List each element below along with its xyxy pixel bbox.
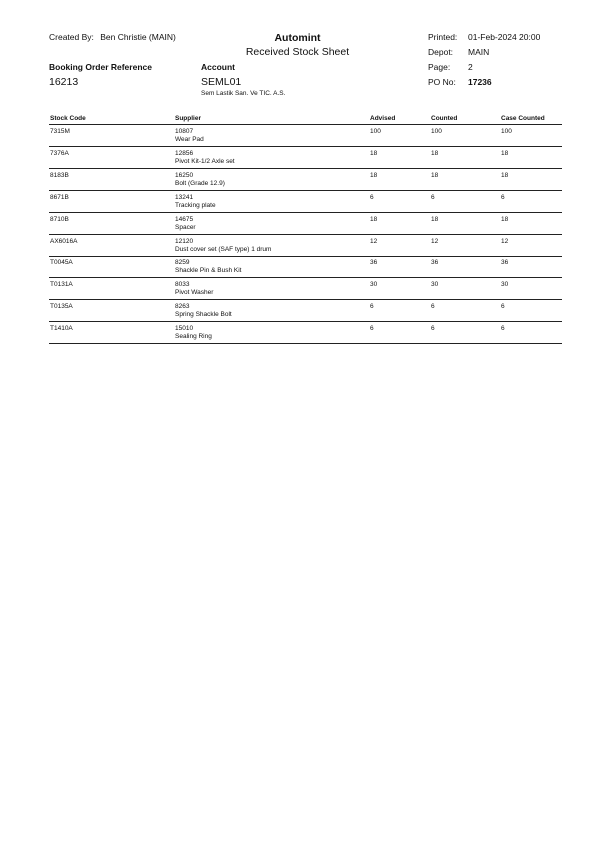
col-stock-code: Stock Code <box>50 115 86 122</box>
advised-cell: 36 <box>370 259 378 267</box>
row-divider <box>49 277 562 278</box>
row-divider <box>49 146 562 147</box>
counted-cell: 18 <box>431 215 439 223</box>
case-counted-cell: 6 <box>501 193 505 201</box>
case-counted-cell: 36 <box>501 259 509 267</box>
stock-code-cell: 8710B <box>50 215 69 223</box>
description-cell: Spring Shackle Bolt <box>175 311 232 319</box>
supplier-code-cell: 8263 <box>175 303 190 311</box>
case-counted-cell: 6 <box>501 325 505 333</box>
col-case-counted: Case Counted <box>501 115 545 122</box>
supplier-code-cell: 8033 <box>175 281 190 289</box>
row-divider <box>49 321 562 322</box>
description-cell: Spacer <box>175 223 196 231</box>
page-value: 2 <box>468 62 473 72</box>
description-cell: Bolt (Grade 12.9) <box>175 179 225 187</box>
col-supplier: Supplier <box>175 115 202 122</box>
description-cell: Pivot Kit-1/2 Axle set <box>175 157 235 165</box>
supplier-code-cell: 13241 <box>175 193 194 201</box>
advised-cell: 30 <box>370 281 378 289</box>
counted-cell: 30 <box>431 281 439 289</box>
row-divider <box>49 299 562 300</box>
case-counted-cell: 12 <box>501 237 509 245</box>
description-cell: Shackle Pin & Bush Kit <box>175 267 242 275</box>
counted-cell: 12 <box>431 237 439 245</box>
description-cell: Wear Pad <box>175 136 204 143</box>
depot-label: Depot: <box>428 47 454 57</box>
description-cell: Sealing Ring <box>175 333 212 341</box>
counted-cell: 36 <box>431 259 439 267</box>
advised-cell: 18 <box>370 215 378 223</box>
stock-code-cell: T0045A <box>50 259 73 267</box>
advised-cell: 6 <box>370 193 374 201</box>
advised-cell: 100 <box>370 128 381 135</box>
row-divider <box>49 190 562 191</box>
advised-cell: 6 <box>370 303 374 311</box>
col-advised: Advised <box>370 115 396 122</box>
case-counted-cell: 30 <box>501 281 509 289</box>
stock-code-cell: 7376A <box>50 149 69 157</box>
case-counted-cell: 18 <box>501 171 509 179</box>
row-divider <box>49 168 562 169</box>
supplier-code-cell: 12856 <box>175 149 194 157</box>
po-value: 17236 <box>468 77 492 87</box>
printed-value: 01-Feb-2024 20:00 <box>468 32 541 42</box>
depot-value: MAIN <box>468 47 490 57</box>
description-cell: Tracking plate <box>175 201 216 209</box>
supplier-code-cell: 12120 <box>175 237 194 245</box>
advised-cell: 12 <box>370 237 378 245</box>
account-code: SEML01 <box>201 76 242 88</box>
counted-cell: 18 <box>431 171 439 179</box>
case-counted-cell: 100 <box>501 128 512 135</box>
stock-code-cell: 8671B <box>50 193 69 201</box>
supplier-code-cell: 14675 <box>175 215 194 223</box>
counted-cell: 6 <box>431 325 435 333</box>
case-counted-cell: 6 <box>501 303 505 311</box>
booking-ref-label: Booking Order Reference <box>49 62 152 72</box>
counted-cell: 18 <box>431 149 439 157</box>
supplier-code-cell: 10807 <box>175 128 194 135</box>
row-divider <box>49 234 562 235</box>
header-rule <box>49 124 562 125</box>
stock-code-cell: 8183B <box>50 171 69 179</box>
supplier-code-cell: 8259 <box>175 259 190 267</box>
advised-cell: 18 <box>370 171 378 179</box>
account-label: Account <box>201 62 235 72</box>
account-name: Sem Lastik San. Ve TIC. A.S. <box>201 90 286 97</box>
stock-code-cell: T0135A <box>50 303 73 311</box>
company-name: Automint <box>274 32 321 44</box>
booking-ref-value: 16213 <box>49 76 79 88</box>
page-label: Page: <box>428 62 451 72</box>
counted-cell: 6 <box>431 303 435 311</box>
row-divider <box>49 256 562 257</box>
advised-cell: 18 <box>370 149 378 157</box>
printed-label: Printed: <box>428 32 458 42</box>
counted-cell: 6 <box>431 193 435 201</box>
counted-cell: 100 <box>431 128 442 135</box>
po-label: PO No: <box>428 77 456 87</box>
created-by-value: Ben Christie (MAIN) <box>100 32 176 42</box>
description-cell: Pivot Washer <box>175 289 214 297</box>
stock-code-cell: 7315M <box>50 128 70 135</box>
created-by-label: Created By: <box>49 32 94 42</box>
row-divider <box>49 212 562 213</box>
sheet-title: Received Stock Sheet <box>245 46 350 58</box>
advised-cell: 6 <box>370 325 374 333</box>
row-divider <box>49 343 562 344</box>
case-counted-cell: 18 <box>501 215 509 223</box>
stock-code-cell: T0131A <box>50 281 73 289</box>
supplier-code-cell: 15010 <box>175 325 194 333</box>
description-cell: Dust cover set (SAF type) 1 drum <box>175 245 272 253</box>
stock-code-cell: AX6016A <box>50 237 78 245</box>
stock-code-cell: T1410A <box>50 325 73 333</box>
case-counted-cell: 18 <box>501 149 509 157</box>
col-counted: Counted <box>431 115 458 122</box>
supplier-code-cell: 16250 <box>175 171 194 179</box>
